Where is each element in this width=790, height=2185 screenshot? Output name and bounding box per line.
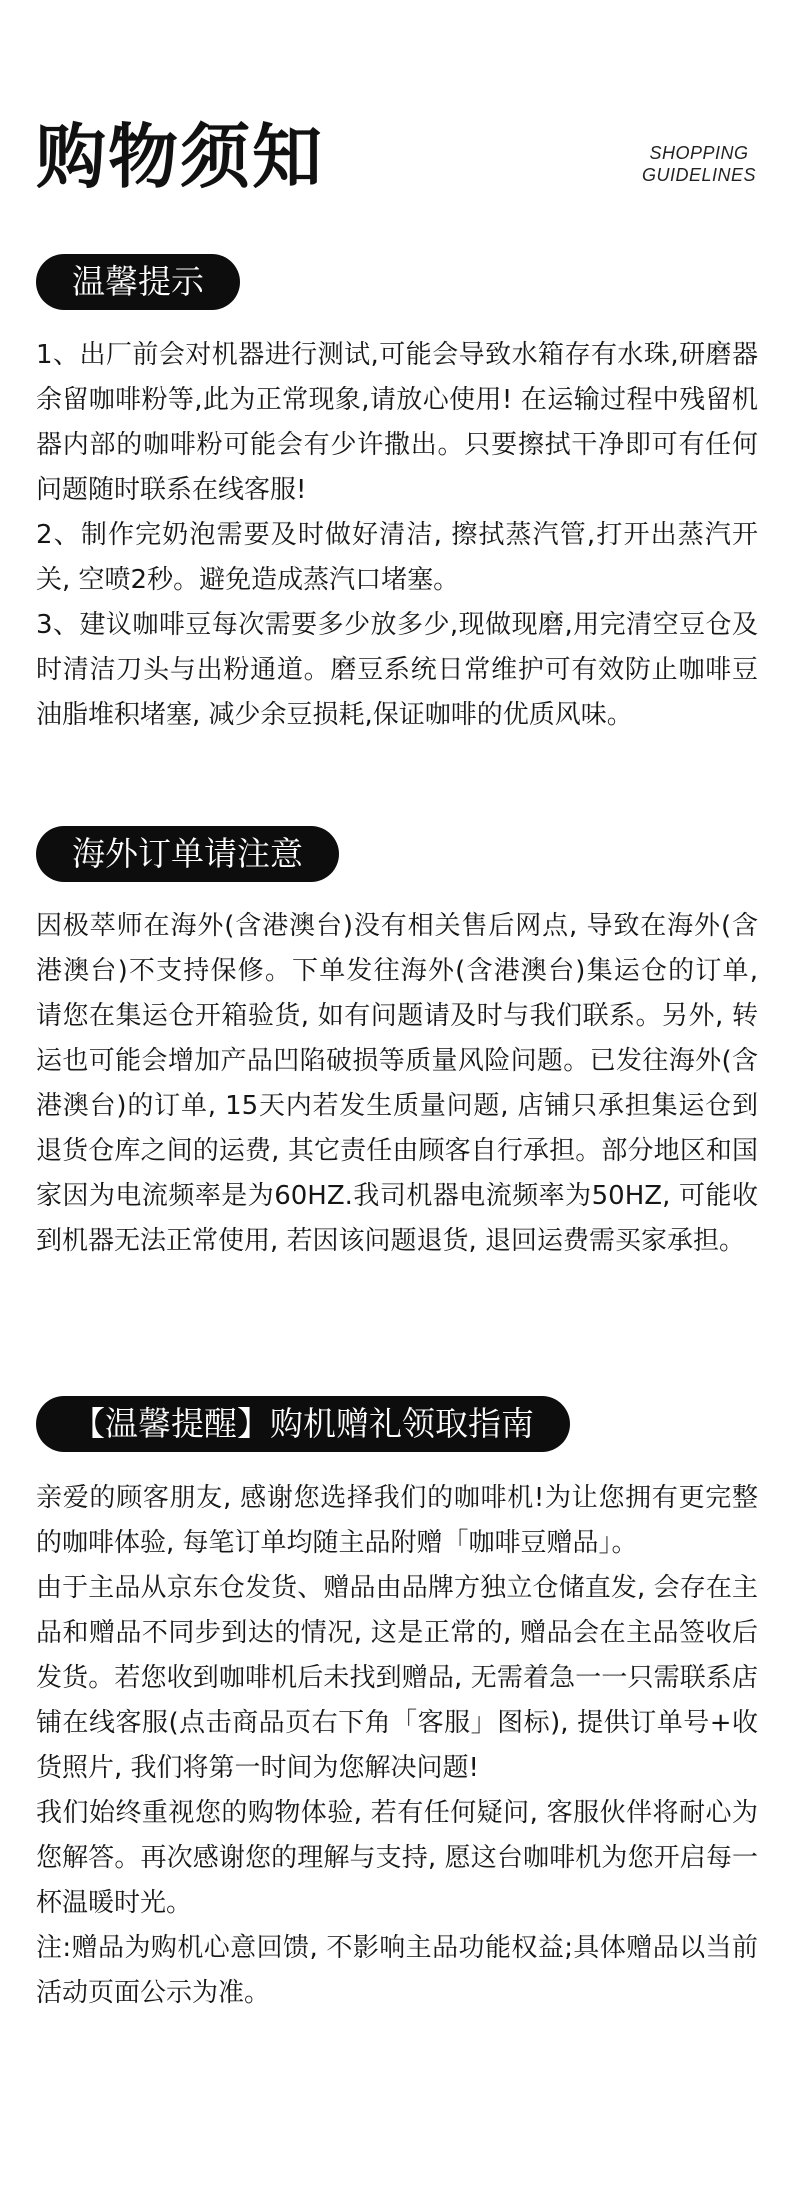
- page-subtitle: [642, 142, 756, 186]
- section-body-gift-guide: [36, 1476, 758, 2016]
- gift-paragraph-note: 注:赠品为购机心意回馈, 不影响主品功能权益;具体赠品以当前活动页面公示为准。: [36, 1933, 758, 2008]
- page-title: 购物须知: [36, 116, 324, 198]
- tip-item-1: 1、出厂前会对机器进行测试,可能会导致水箱存有水珠,研磨器余留咖啡粉等,此为正常现象,请放心使用! 在运输过程中残留机器内部的咖啡粉可能会有少许撒出。只要擦拭干净即可有任何问题随时联系在线客服!: [36, 340, 758, 505]
- tip-item-2: 2、制作完奶泡需要及时做好清洁, 擦拭蒸汽管,打开出蒸汽开关, 空喷2秒。避免造成蒸汽口堵塞。: [36, 520, 758, 595]
- section-body-warm-tips: [36, 333, 758, 738]
- overseas-notice-paragraph: 因极萃师在海外(含港澳台)没有相关售后网点, 导致在海外(含港澳台)不支持保修。下单发往海外(含港澳台)集运仓的订单, 请您在集运仓开箱验货, 如有问题请及时与我们联系。另外, 转运也可能会增加产品凹陷破损等质量风险问题。已发往海外(含港澳台)的订单, 15天内若发生质量问题, 店铺只承担集运仓到退货仓库之间的运费, 其它责任由顾客自行承担。部分地区和国家因为电流频率是为60HZ.我司机器电流频率为50HZ, 可能收到机器无法正常使用, 若因该问题退货, 退回运费需买家承担。: [36, 911, 758, 1256]
- section-heading-warm-tips: 温馨提示: [36, 254, 240, 310]
- gift-paragraph-support: 我们始终重视您的购物体验, 若有任何疑问, 客服伙伴将耐心为您解答。再次感谢您的理解与支持, 愿这台咖啡机为您开启每一杯温暖时光。: [36, 1798, 758, 1918]
- section-heading-overseas-orders: 海外订单请注意: [36, 826, 339, 882]
- gift-paragraph-greeting: 亲爱的顾客朋友, 感谢您选择我们的咖啡机!为让您拥有更完整的咖啡体验, 每笔订单均随主品附赠「咖啡豆赠品」。: [36, 1483, 758, 1558]
- section-body-overseas-orders: [36, 904, 758, 1264]
- subtitle-line-guidelines: GUIDELINES: [641, 165, 756, 185]
- gift-paragraph-shipping: 由于主品从京东仓发货、赠品由品牌方独立仓储直发, 会存在主品和赠品不同步到达的情况, 这是正常的, 赠品会在主品签收后发货。若您收到咖啡机后未找到赠品, 无需着急一一只需联系店铺在线客服(点击商品页右下角「客服」图标), 提供订单号+收货照片, 我们将第一时间为您解决问题!: [36, 1573, 758, 1783]
- tip-item-3: 3、建议咖啡豆每次需要多少放多少,现做现磨,用完清空豆仓及时清洁刀头与出粉通道。磨豆系统日常维护可有效防止咖啡豆油脂堆积堵塞, 减少余豆损耗,保证咖啡的优质风味。: [36, 610, 758, 730]
- page-header: [36, 112, 756, 202]
- subtitle-line-shopping: SHOPPING: [649, 143, 749, 163]
- section-heading-gift-guide: 【温馨提醒】购机赠礼领取指南: [36, 1396, 570, 1452]
